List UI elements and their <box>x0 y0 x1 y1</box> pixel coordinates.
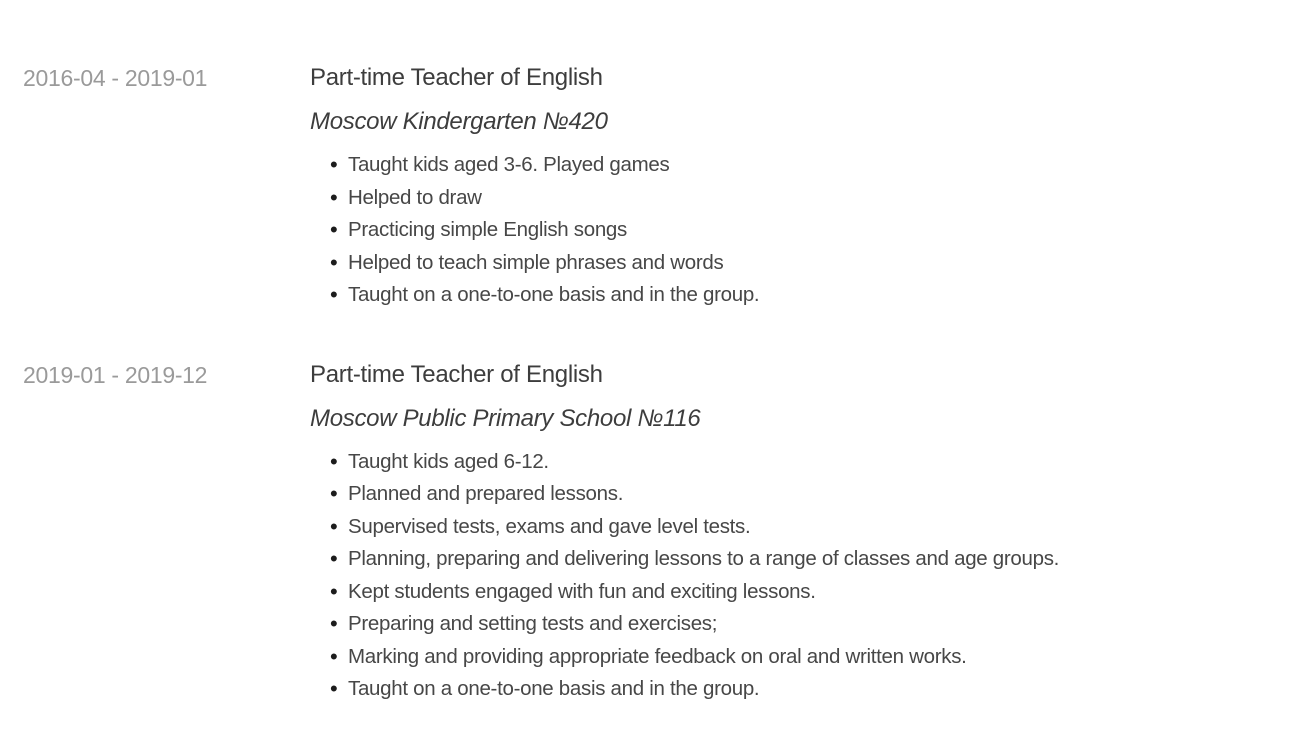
job-title: Part-time Teacher of English <box>310 360 603 388</box>
highlight-item: • Taught kids aged 6-12. <box>310 446 1305 479</box>
entry-date-range: 2016-04 - 2019-01 <box>23 65 208 91</box>
experience-entry <box>23 63 1305 312</box>
highlight-item: • Marking and providing appropriate feedback on oral and written works. <box>310 641 1305 674</box>
highlight-item: • Planning, preparing and delivering lessons to a range of classes and age groups. <box>310 543 1305 576</box>
highlight-item: • Helped to draw <box>310 182 1305 215</box>
job-title: Part-time Teacher of English <box>310 64 603 91</box>
highlight-item: • Practicing simple English songs <box>310 214 1305 247</box>
entry-date-range: 2019-01 - 2019-12 <box>23 361 208 388</box>
highlight-item: • Planned and prepared lessons. <box>310 478 1305 511</box>
highlight-item: • Taught kids aged 3-6. Played games <box>310 149 1305 182</box>
highlight-item: • Supervised tests, exams and gave level tests. <box>310 511 1305 544</box>
entry-details <box>310 360 1305 706</box>
highlight-item: • Taught on a one-to-one basis and in the group. <box>310 673 1305 706</box>
highlight-item: • Preparing and setting tests and exercises; <box>310 608 1305 641</box>
highlights-list <box>310 149 1305 312</box>
highlight-item: • Helped to teach simple phrases and words <box>310 247 1305 280</box>
organization-name: Moscow Kindergarten №420 <box>310 108 608 135</box>
experience-entry <box>23 360 1305 706</box>
highlight-item: • Taught on a one-to-one basis and in the group. <box>310 279 1305 312</box>
entry-details <box>310 63 1305 312</box>
highlight-item: • Kept students engaged with fun and exciting lessons. <box>310 576 1305 609</box>
highlights-list <box>310 446 1305 706</box>
organization-name: Moscow Public Primary School №116 <box>310 404 701 432</box>
experience-entries <box>23 63 1305 706</box>
